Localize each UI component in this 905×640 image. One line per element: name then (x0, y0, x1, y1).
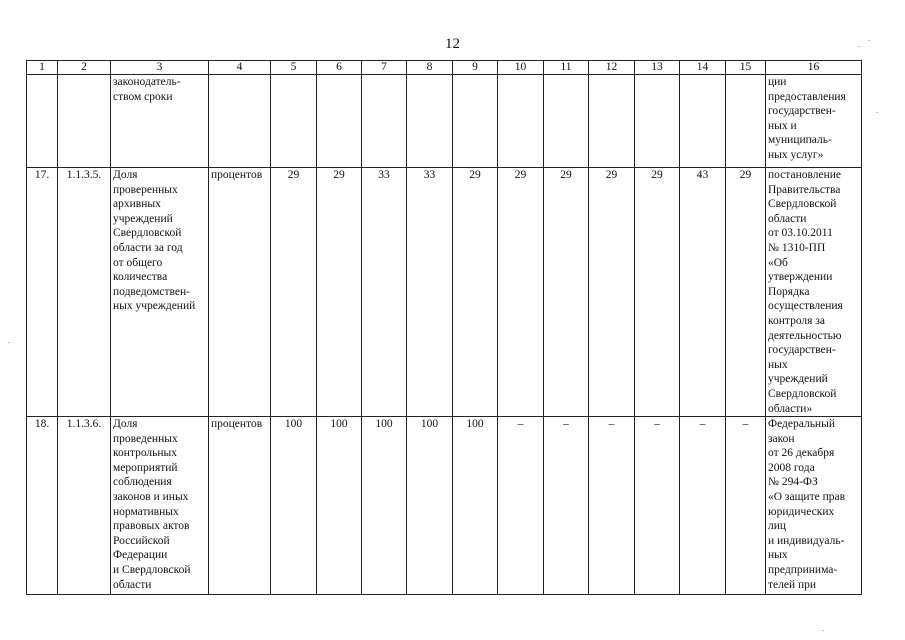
value-cell: 100 (317, 417, 362, 595)
value-cell: 29 (635, 168, 680, 417)
column-header: 12 (589, 61, 635, 75)
value-cell: 29 (589, 168, 635, 417)
column-header: 2 (58, 61, 111, 75)
scan-speck (822, 630, 824, 631)
value-cell: – (680, 417, 726, 595)
value-cell: – (498, 417, 544, 595)
legal-basis-cell: Федеральный закон от 26 декабря 2008 года № 294-ФЗ «О защите прав юридических лиц и индивидуаль- ных предпринима- телей при (766, 417, 862, 595)
scan-speck (858, 46, 860, 47)
value-cell: 33 (407, 168, 453, 417)
value-cell (271, 75, 317, 168)
value-cell: – (544, 417, 589, 595)
column-header: 8 (407, 61, 453, 75)
column-header: 9 (453, 61, 498, 75)
value-cell: – (589, 417, 635, 595)
value-cell: – (635, 417, 680, 595)
value-cell (407, 75, 453, 168)
column-header: 1 (27, 61, 58, 75)
table-row (27, 417, 862, 595)
row-number-cell (27, 75, 58, 168)
indicator-name-cell: Доля проведенных контрольных мероприятий соблюдения законов и иных нормативных правовых актов Российской Федерации и Свердловской области (111, 417, 209, 595)
value-cell: 100 (407, 417, 453, 595)
value-cell: 29 (453, 168, 498, 417)
column-header: 5 (271, 61, 317, 75)
value-cell: 33 (362, 168, 407, 417)
legal-basis-cell: ции предоставления государствен- ных и муниципаль- ных услуг» (766, 75, 862, 168)
column-header: 11 (544, 61, 589, 75)
column-header: 6 (317, 61, 362, 75)
value-cell: 29 (271, 168, 317, 417)
indicator-name-cell: законодатель- ством сроки (111, 75, 209, 168)
row-number-cell: 17. (27, 168, 58, 417)
scan-speck (8, 342, 10, 343)
scan-speck (876, 112, 878, 113)
column-header: 4 (209, 61, 271, 75)
row-number-cell: 18. (27, 417, 58, 595)
indicator-code-cell: 1.1.3.6. (58, 417, 111, 595)
value-cell (635, 75, 680, 168)
value-cell (453, 75, 498, 168)
column-header: 3 (111, 61, 209, 75)
value-cell: 29 (317, 168, 362, 417)
value-cell: 29 (498, 168, 544, 417)
page-number: 12 (445, 36, 460, 52)
header-row (27, 61, 862, 75)
value-cell (498, 75, 544, 168)
unit-cell: процентов (209, 168, 271, 417)
value-cell: 43 (680, 168, 726, 417)
table-row (27, 168, 862, 417)
indicator-code-cell: 1.1.3.5. (58, 168, 111, 417)
value-cell (680, 75, 726, 168)
table-row (27, 75, 862, 168)
unit-cell (209, 75, 271, 168)
value-cell: 100 (453, 417, 498, 595)
value-cell (362, 75, 407, 168)
column-header: 14 (680, 61, 726, 75)
indicator-code-cell (58, 75, 111, 168)
value-cell (317, 75, 362, 168)
value-cell (589, 75, 635, 168)
column-header: 16 (766, 61, 862, 75)
program-indicators-table (26, 60, 862, 595)
column-header: 7 (362, 61, 407, 75)
value-cell: – (726, 417, 766, 595)
value-cell: 100 (271, 417, 317, 595)
column-header: 13 (635, 61, 680, 75)
column-header: 15 (726, 61, 766, 75)
legal-basis-cell: постановление Правительства Свердловской области от 03.10.2011 № 1310-ПП «Об утверждении Порядка осуществления контроля за деятельностью государствен- ных учреждений Свердловской области» (766, 168, 862, 417)
value-cell: 100 (362, 417, 407, 595)
value-cell (544, 75, 589, 168)
unit-cell: процентов (209, 417, 271, 595)
value-cell: 29 (726, 168, 766, 417)
column-header: 10 (498, 61, 544, 75)
value-cell (726, 75, 766, 168)
scan-speck (868, 40, 870, 41)
value-cell: 29 (544, 168, 589, 417)
indicator-name-cell: Доля проверенных архивных учреждений Свердловской области за год от общего количества подведомствен- ных учреждений (111, 168, 209, 417)
